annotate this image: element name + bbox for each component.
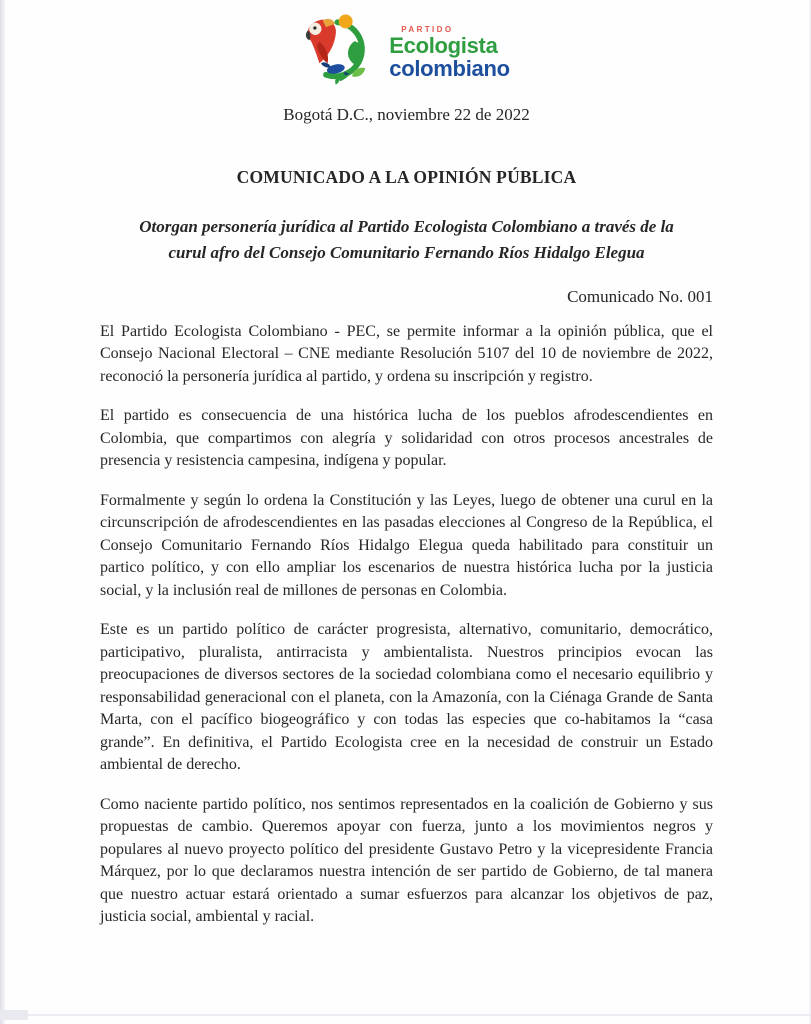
body-paragraph-2: El partido es consecuencia de una histórica lucha de los pueblos afrodescendientes en Colombia, que compartimos con alegría y solidaridad con otros procesos ancestrales de presencia y resistencia campesina, indígena y popular.: [100, 407, 713, 470]
comunicado-number: Comunicado No. 001: [567, 286, 713, 306]
sun-icon: [339, 14, 353, 28]
wordmark-name-line1: Ecologista: [389, 33, 498, 58]
letter-body: [100, 321, 713, 929]
body-paragraph-1: El Partido Ecologista Colombiano - PEC, se permite informar a la opinión pública, que el Consejo Nacional Electoral – CNE mediante Resolución 5107 del 10 de noviembre de 2022, reconoció la personería jurídica al partido, y ordena su inscripción y registro.: [100, 322, 713, 385]
page-title: COMUNICADO A LA OPINIÓN PÚBLICA: [236, 167, 577, 187]
wordmark-name-line2: colombiano: [389, 56, 510, 81]
party-logo-icon: [303, 14, 385, 92]
wordmark-partido-label: PARTIDO: [401, 25, 454, 34]
body-paragraph-5: Como naciente partido político, nos sentimos representados en la coalición de Gobierno y sus propuestas de cambio. Queremos apoyar con fuerza, junto a los movimientos negros y populares al nuevo proyecto político del presidente Gustavo Petro y la vicepresidente Francia Márquez, por lo que declaramos nuestra intención de ser partido de Gobierno, de tal manera que nuestro actuar estará orientado a sumar esfuerzos para alcanzar los objetivos de paz, justicia social, ambiental y racial.: [100, 795, 713, 926]
scan-edge-bottom: [0, 1014, 811, 1016]
doc-subtitle: [100, 214, 713, 267]
parrot-icon: [306, 19, 336, 63]
party-logo: [100, 14, 713, 92]
date-line: Bogotá D.C., noviembre 22 de 2022: [283, 105, 530, 124]
body-paragraph-3: Formalmente y según lo ordena la Constitución y las Leyes, luego de obtener una curul en la circunscripción de afrodescendientes en las pasadas elecciones al Congreso de la República, el Consejo Comunitario Fernando Ríos Hidalgo Elegua queda habilitado para constituir un partico político, y con ello ampliar los escenarios de nuestra histórica lucha por la justicia social, y la inclusión real de millones de personas en Colombia.: [100, 491, 713, 599]
doc-subtitle-line1: Otorgan personería jurídica al Partido Ecologista Colombiano a través de la: [139, 217, 674, 236]
body-paragraph-4: Este es un partido político de carácter progresista, alternativo, comunitario, democrático, participativo, pluralista, antirracista y ambientalista. Nuestros principios evocan las preocupaciones de diversos sectores de la sociedad colombiana como el necesario equilibrio y responsabilidad generacional con el planeta, con la Amazonía, con la Ciénaga Grande de Santa Marta, con el pacífico biogeográfico y con todas las especies que co-habitamos la “casa grande”. En definitiva, el Partido Ecologista cree en la necesidad de construir un Estado ambiental de derecho.: [100, 621, 713, 774]
scan-edge-left: [0, 0, 5, 1024]
scan-edge-corner: [0, 1010, 28, 1020]
party-wordmark: [389, 26, 509, 80]
doc-subtitle-line2: curul afro del Consejo Comunitario Fernando Ríos Hidalgo Elegua: [168, 243, 645, 263]
